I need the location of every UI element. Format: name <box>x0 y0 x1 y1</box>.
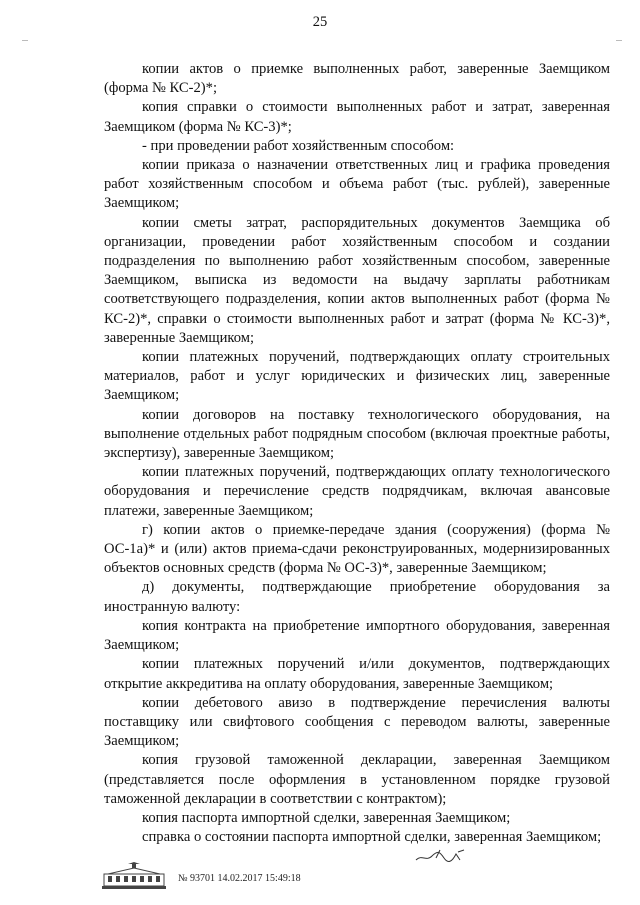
paragraph: - при проведении работ хозяйственным способом: <box>142 137 455 154</box>
paragraph: копии договоров на поставку технологического оборудования, на выполнение отдельных работ подрядным способом (включая проектные работы, экспертизу), заверенные Заемщиком; <box>104 406 610 462</box>
paragraph: копии актов о приемке выполненных работ, заверенные Заемщиком (форма № КС-2)*; <box>104 61 610 97</box>
paragraph: копия паспорта импортной сделки, заверенная Заемщиком; <box>142 809 511 826</box>
page-number: 25 <box>312 14 328 30</box>
paragraph: копии сметы затрат, распорядительных документов Заемщика об организации, проведении работ хозяйственным способом и создании подразделения по выполнению работ хозяйственным способом, заверенные Заемщиком, выписка из ведомости на выдачу зарплаты работникам соответствующего подразделения, копии актов выполненных работ (форма № КС-2)*, справки о стоимости выполненных работ и затрат (форма № КС-3)*, заверенные Заемщиком; <box>104 214 610 346</box>
paragraph: справка о состоянии паспорта импортной сделки, заверенная Заемщиком; <box>142 829 602 846</box>
paragraph: копии платежных поручений, подтверждающих оплату строительных материалов, работ и услуг юридических и физических лиц, заверенные Заемщиком; <box>104 349 610 404</box>
paragraph: копии дебетового авизо в подтверждение перечисления валюты поставщику или свифтового сообщения с переводом валюты, заверенные Заемщиком; <box>104 694 610 750</box>
paragraph: копия контракта на приобретение импортного оборудования, заверенная Заемщиком; <box>104 617 610 654</box>
handwritten-signature-icon <box>414 846 470 866</box>
margin-mark <box>22 40 28 41</box>
paragraph: копия справки о стоимости выполненных работ и затрат, заверенная Заемщиком (форма № КС-3)*; <box>104 99 610 135</box>
paragraph: д) документы, подтверждающие приобретение оборудования за иностранную валюту: <box>104 579 610 615</box>
margin-mark <box>616 40 622 41</box>
document-body <box>104 60 610 847</box>
paragraph: копия грузовой таможенной декларации, заверенная Заемщиком (представляется после оформления в установленном порядке грузовой таможенной декларации в соответствии с контрактом); <box>104 752 610 807</box>
paragraph: копии платежных поручений, подтверждающих оплату технологического оборудования и перечисление средств подрядчикам, включая авансовые платежи, заверенные Заемщиком; <box>104 464 610 519</box>
document-stamp: № 93701 14.02.2017 15:49:18 <box>178 873 301 884</box>
paragraph: г) копии актов о приемке-передаче здания (сооружения) (форма № ОС-1а)* и (или) актов приема-сдачи реконструированных, модернизированных объектов основных средств (форма № ОС-3)*, заверенные Заемщиком; <box>104 521 610 577</box>
paragraph: копии приказа о назначении ответственных лиц и графика проведения работ хозяйственным способом и объема работ (тыс. рублей), заверенные Заемщиком; <box>104 157 610 212</box>
building-seal-icon <box>98 862 170 890</box>
paragraph: копии платежных поручений и/или документов, подтверждающих открытие аккредитива на оплату оборудования, заверенные Заемщиком; <box>104 656 610 692</box>
